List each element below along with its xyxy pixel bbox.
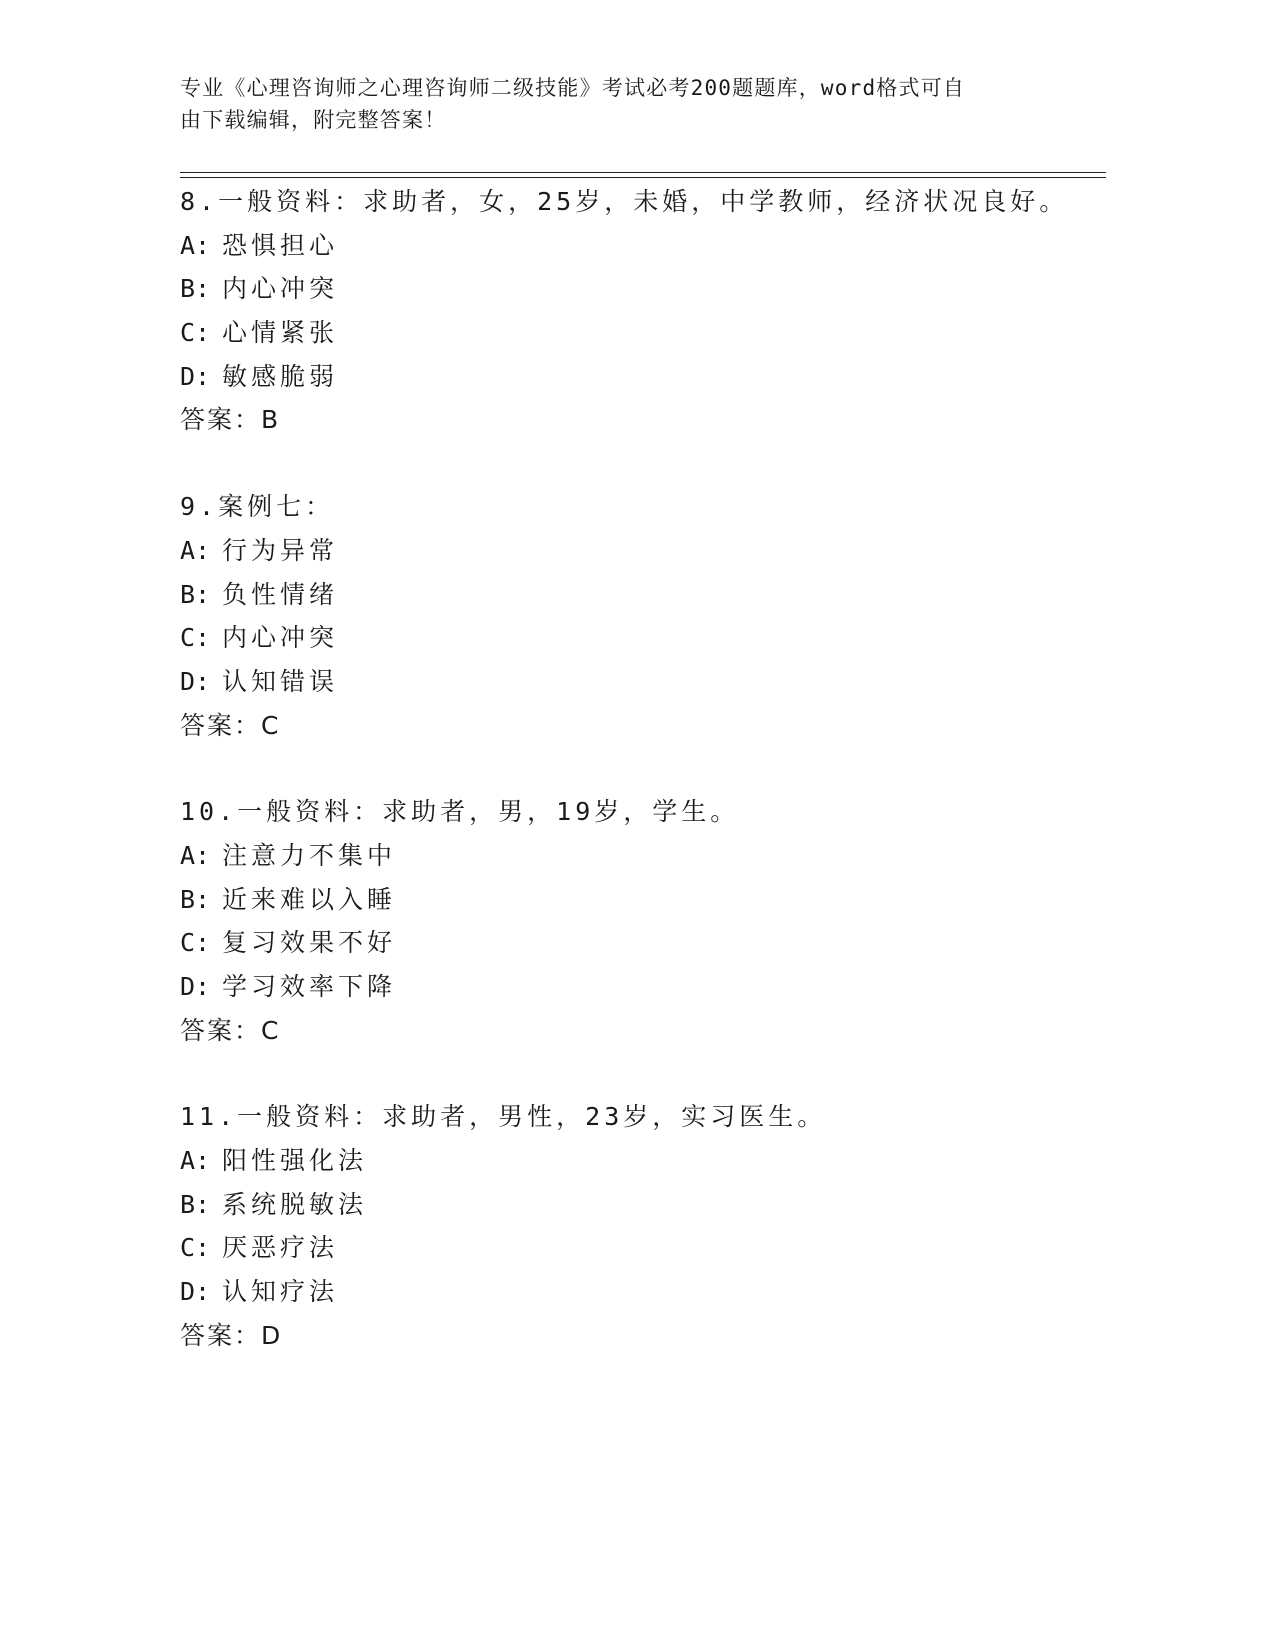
option-letter: A: — [180, 230, 211, 260]
option-b — [180, 267, 1106, 311]
option-text: 心情紧张 — [222, 318, 339, 348]
question-stem: 11.一般资料：求助者，男性，23岁，实习医生。 — [180, 1102, 827, 1132]
option-text: 认知错误 — [222, 666, 339, 696]
option-letter: C: — [180, 318, 211, 348]
option-a — [180, 224, 1106, 268]
answer-line: 答案：C — [180, 1015, 281, 1045]
question-stem: 8.一般资料：求助者，女，25岁，未婚，中学教师，经济状况良好。 — [180, 187, 1069, 216]
option-text: 认知疗法 — [222, 1277, 339, 1307]
option-d — [180, 965, 1106, 1009]
option-text: 敏感脆弱 — [222, 361, 339, 391]
answer-line: 答案：B — [180, 405, 281, 435]
option-letter: B: — [180, 1189, 211, 1219]
option-b — [180, 573, 1106, 617]
header-divider-top — [180, 172, 1106, 173]
option-text: 近来难以入睡 — [222, 884, 397, 914]
option-text: 注意力不集中 — [222, 840, 397, 870]
option-letter: C: — [180, 928, 211, 958]
option-d — [180, 660, 1106, 704]
option-letter: B: — [180, 274, 211, 304]
document-header — [180, 72, 1040, 136]
option-letter: D: — [180, 972, 211, 1001]
option-text: 内心冲突 — [222, 623, 339, 653]
answer-line: 答案：C — [180, 710, 281, 740]
option-letter: D: — [180, 1277, 211, 1307]
header-divider-bottom — [180, 177, 1106, 178]
header-line-2: 由下载编辑，附完整答案！ — [180, 108, 447, 132]
option-text: 行为异常 — [222, 535, 339, 565]
header-line-1: 专业《心理咨询师之心理咨询师二级技能》考试必考200题题库，word格式可自 — [180, 76, 966, 100]
question-9 — [180, 485, 1106, 747]
option-letter: D: — [180, 666, 211, 696]
option-a — [180, 529, 1106, 573]
option-text: 厌恶疗法 — [222, 1233, 339, 1263]
option-text: 恐惧担心 — [222, 230, 339, 260]
option-letter: A: — [180, 840, 211, 870]
option-d — [180, 1270, 1106, 1314]
question-10 — [180, 790, 1106, 1052]
option-d — [180, 355, 1106, 399]
option-c — [180, 311, 1106, 355]
option-text: 学习效率下降 — [222, 972, 397, 1001]
answer-line: 答案：D — [180, 1320, 283, 1350]
option-letter: D: — [180, 361, 211, 391]
question-stem: 10.一般资料：求助者，男，19岁，学生。 — [180, 797, 740, 827]
option-letter: C: — [180, 1233, 211, 1263]
option-b — [180, 1183, 1106, 1227]
option-text: 系统脱敏法 — [222, 1189, 368, 1219]
option-text: 复习效果不好 — [222, 928, 397, 958]
option-letter: B: — [180, 579, 211, 609]
option-letter: C: — [180, 623, 211, 653]
option-c — [180, 1226, 1106, 1270]
option-text: 阳性强化法 — [222, 1146, 368, 1176]
option-c — [180, 921, 1106, 965]
option-letter: B: — [180, 884, 211, 914]
question-list — [180, 180, 1106, 1401]
option-text: 负性情绪 — [222, 579, 339, 609]
option-b — [180, 878, 1106, 922]
question-11 — [180, 1095, 1106, 1357]
option-a — [180, 1139, 1106, 1183]
question-8 — [180, 180, 1106, 442]
option-letter: A: — [180, 1146, 211, 1176]
option-c — [180, 616, 1106, 660]
option-a — [180, 834, 1106, 878]
option-letter: A: — [180, 535, 211, 565]
question-stem: 9.案例七： — [180, 492, 335, 522]
option-text: 内心冲突 — [222, 274, 339, 304]
